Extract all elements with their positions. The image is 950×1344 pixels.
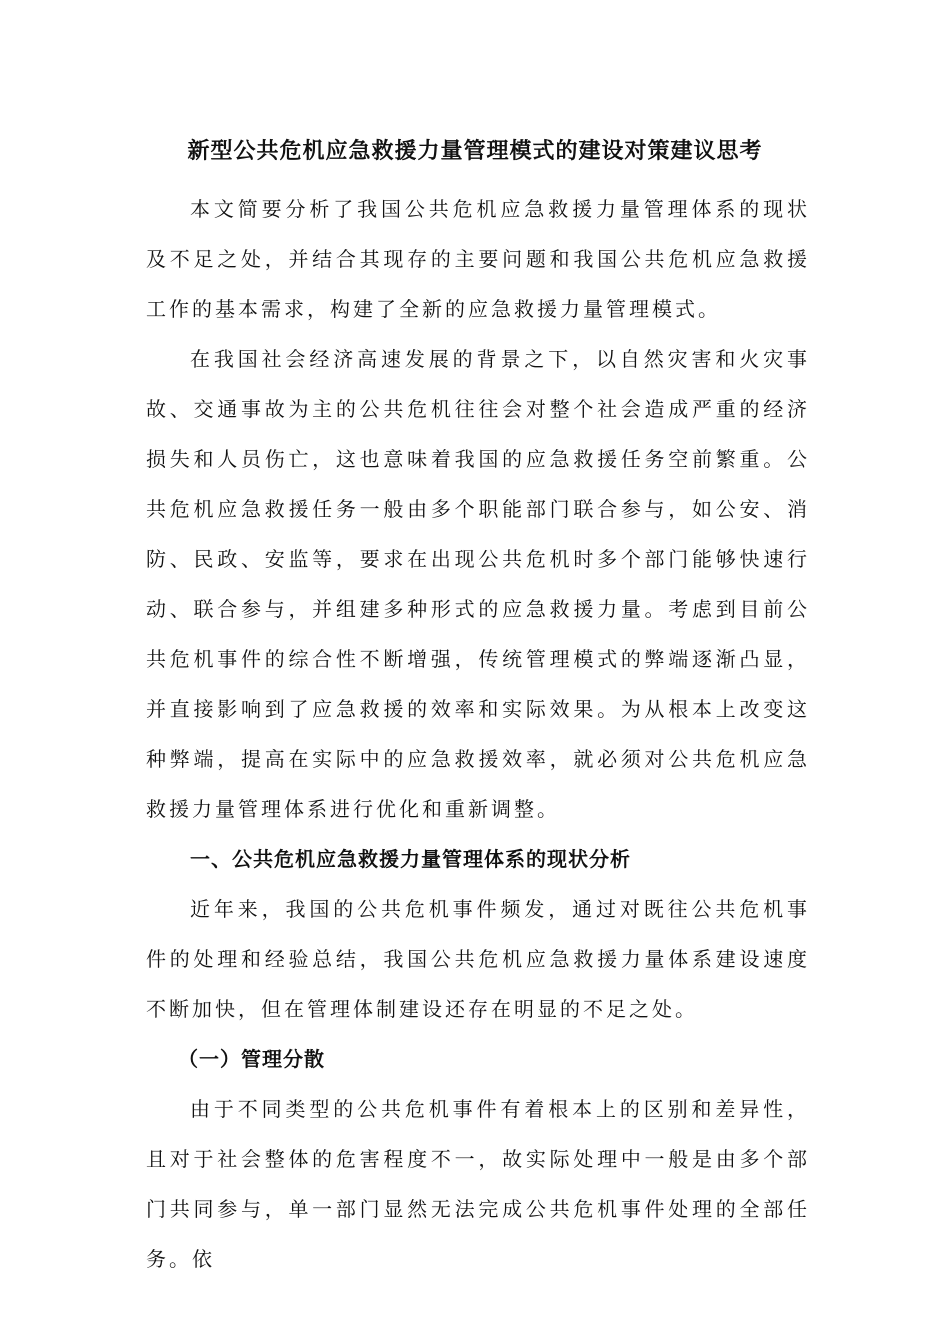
abstract-paragraph: 本文简要分析了我国公共危机应急救援力量管理体系的现状及不足之处，并结合其现存的主要问题和我国公共危机应急救援工作的基本需求，构建了全新的应急救援力量管理模式。 xyxy=(146,197,810,321)
section-heading: 一、公共危机应急救援力量管理体系的现状分析 xyxy=(190,847,631,871)
subsection-paragraph: 由于不同类型的公共危机事件有着根本上的区别和差异性，且对于社会整体的危害程度不一，故实际处理中一般是由多个部门共同参与，单一部门显然无法完成公共危机事件处理的全部任务。依 xyxy=(146,1097,810,1271)
document-body xyxy=(146,184,810,1284)
intro-paragraph: 在我国社会经济高速发展的背景之下，以自然灾害和火灾事故、交通事故为主的公共危机往往会对整个社会造成严重的经济损失和人员伤亡，这也意味着我国的应急救援任务空前繁重。公共危机应急救援任务一般由多个职能部门联合参与，如公安、消防、民政、安监等，要求在出现公共危机时多个部门能够快速行动、联合参与，并组建多种形式的应急救援力量。考虑到目前公共危机事件的综合性不断增强，传统管理模式的弊端逐渐凸显，并直接影响到了应急救援的效率和实际效果。为从根本上改变这种弊端，提高在实际中的应急救援效率，就必须对公共危机应急救援力量管理体系进行优化和重新调整。 xyxy=(146,347,810,821)
section-paragraph: 近年来，我国的公共危机事件频发，通过对既往公共危机事件的处理和经验总结，我国公共危机应急救援力量体系建设速度不断加快，但在管理体制建设还存在明显的不足之处。 xyxy=(146,897,810,1021)
subsection-heading: （一）管理分散 xyxy=(178,1047,325,1071)
document-title: 新型公共危机应急救援力量管理模式的建设对策建议思考 xyxy=(187,138,763,164)
